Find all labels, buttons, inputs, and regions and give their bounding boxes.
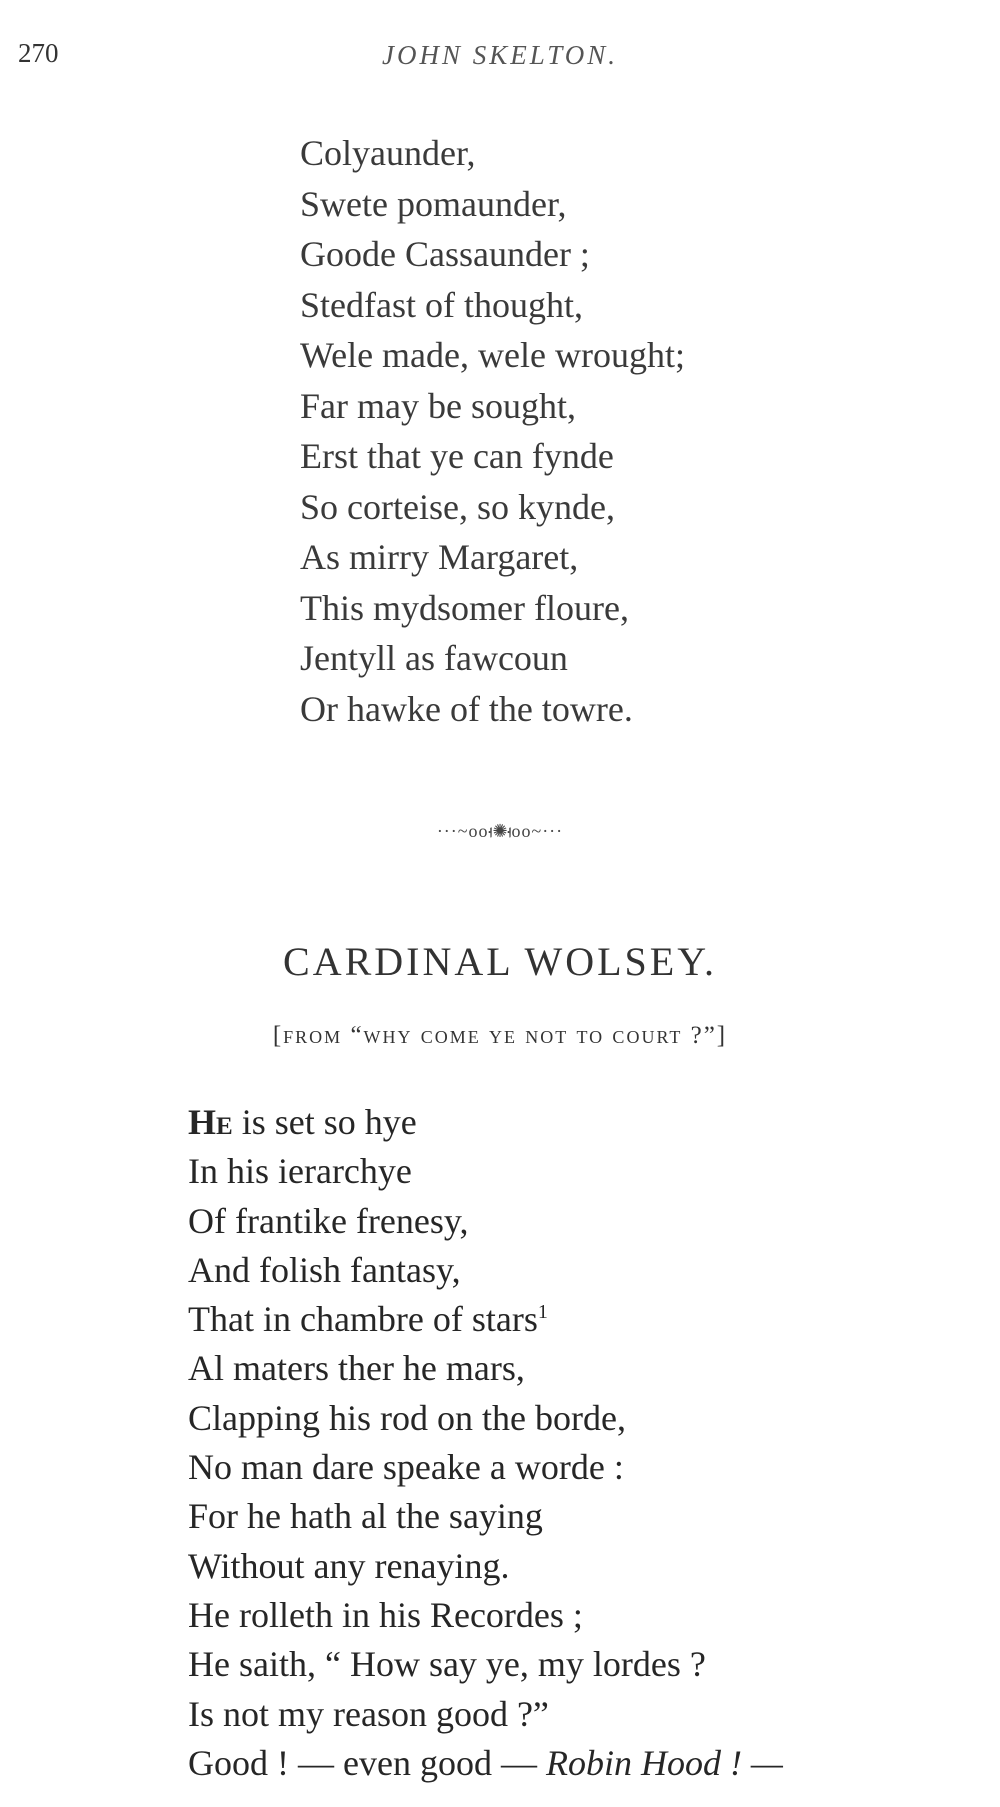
verse-line: As mirry Margaret, (300, 537, 579, 577)
stanza-wolsey (188, 1098, 783, 1788)
verse-line: This mydsomer floure, (300, 587, 629, 628)
verse-line: He rolleth in his Recordes ; (188, 1594, 583, 1635)
verse-line: Stedfast of thought, (300, 284, 583, 325)
verse-line: Colyaunder, (300, 133, 476, 173)
page-number: 270 (18, 38, 59, 68)
verse-line: Or hawke of the towre. (300, 688, 633, 729)
verse-line: Jentyll as fawcoun (300, 638, 568, 678)
verse-line: So corteise, so kynde, (300, 486, 615, 527)
verse-line: Without any renaying. (188, 1545, 510, 1586)
verse-line: And folish fantasy, (188, 1249, 461, 1290)
verse-line: Swete pomaunder, (300, 183, 567, 224)
verse-line-text: That in chambre of stars (188, 1299, 538, 1340)
initial-word: He (188, 1102, 233, 1142)
verse-line: Clapping his rod on the borde, (188, 1397, 626, 1438)
ornament-divider: ···~ooࡸ✺ࡸoo~··· (436, 821, 564, 841)
stanza-margaret (300, 128, 685, 734)
poem-source-note: [from “why come ye not to court ?”] (272, 1022, 728, 1049)
verse-line-first (188, 1098, 783, 1147)
verse-line-roman: Good ! — even good — (188, 1742, 546, 1783)
verse-line: Goode Cassaunder ; (300, 234, 590, 274)
poem-title: CARDINAL WOLSEY. (283, 939, 717, 984)
verse-line: No man dare speake a worde : (188, 1447, 624, 1488)
verse-line: Wele made, wele wrought; (300, 335, 685, 375)
verse-line: Is not my reason good ?” (188, 1693, 549, 1734)
verse-line-last (188, 1739, 783, 1788)
footnote-marker: 1 (537, 1301, 548, 1324)
verse-line: Al maters ther he mars, (188, 1348, 525, 1389)
running-head: JOHN SKELTON. (381, 40, 618, 70)
verse-line: Erst that ye can fynde (300, 436, 614, 476)
verse-line-rest: is set so hye (232, 1102, 417, 1142)
verse-line: Of frantike frenesy, (188, 1200, 469, 1241)
verse-line-with-footnote (188, 1295, 783, 1344)
verse-line: For he hath al the saying (188, 1496, 543, 1537)
verse-line: Far may be sought, (300, 385, 576, 426)
verse-line: He saith, “ How say ye, my lordes ? (188, 1644, 706, 1685)
verse-line-italic: Robin Hood ! — (545, 1742, 783, 1783)
verse-line: In his ierarchye (188, 1151, 412, 1192)
